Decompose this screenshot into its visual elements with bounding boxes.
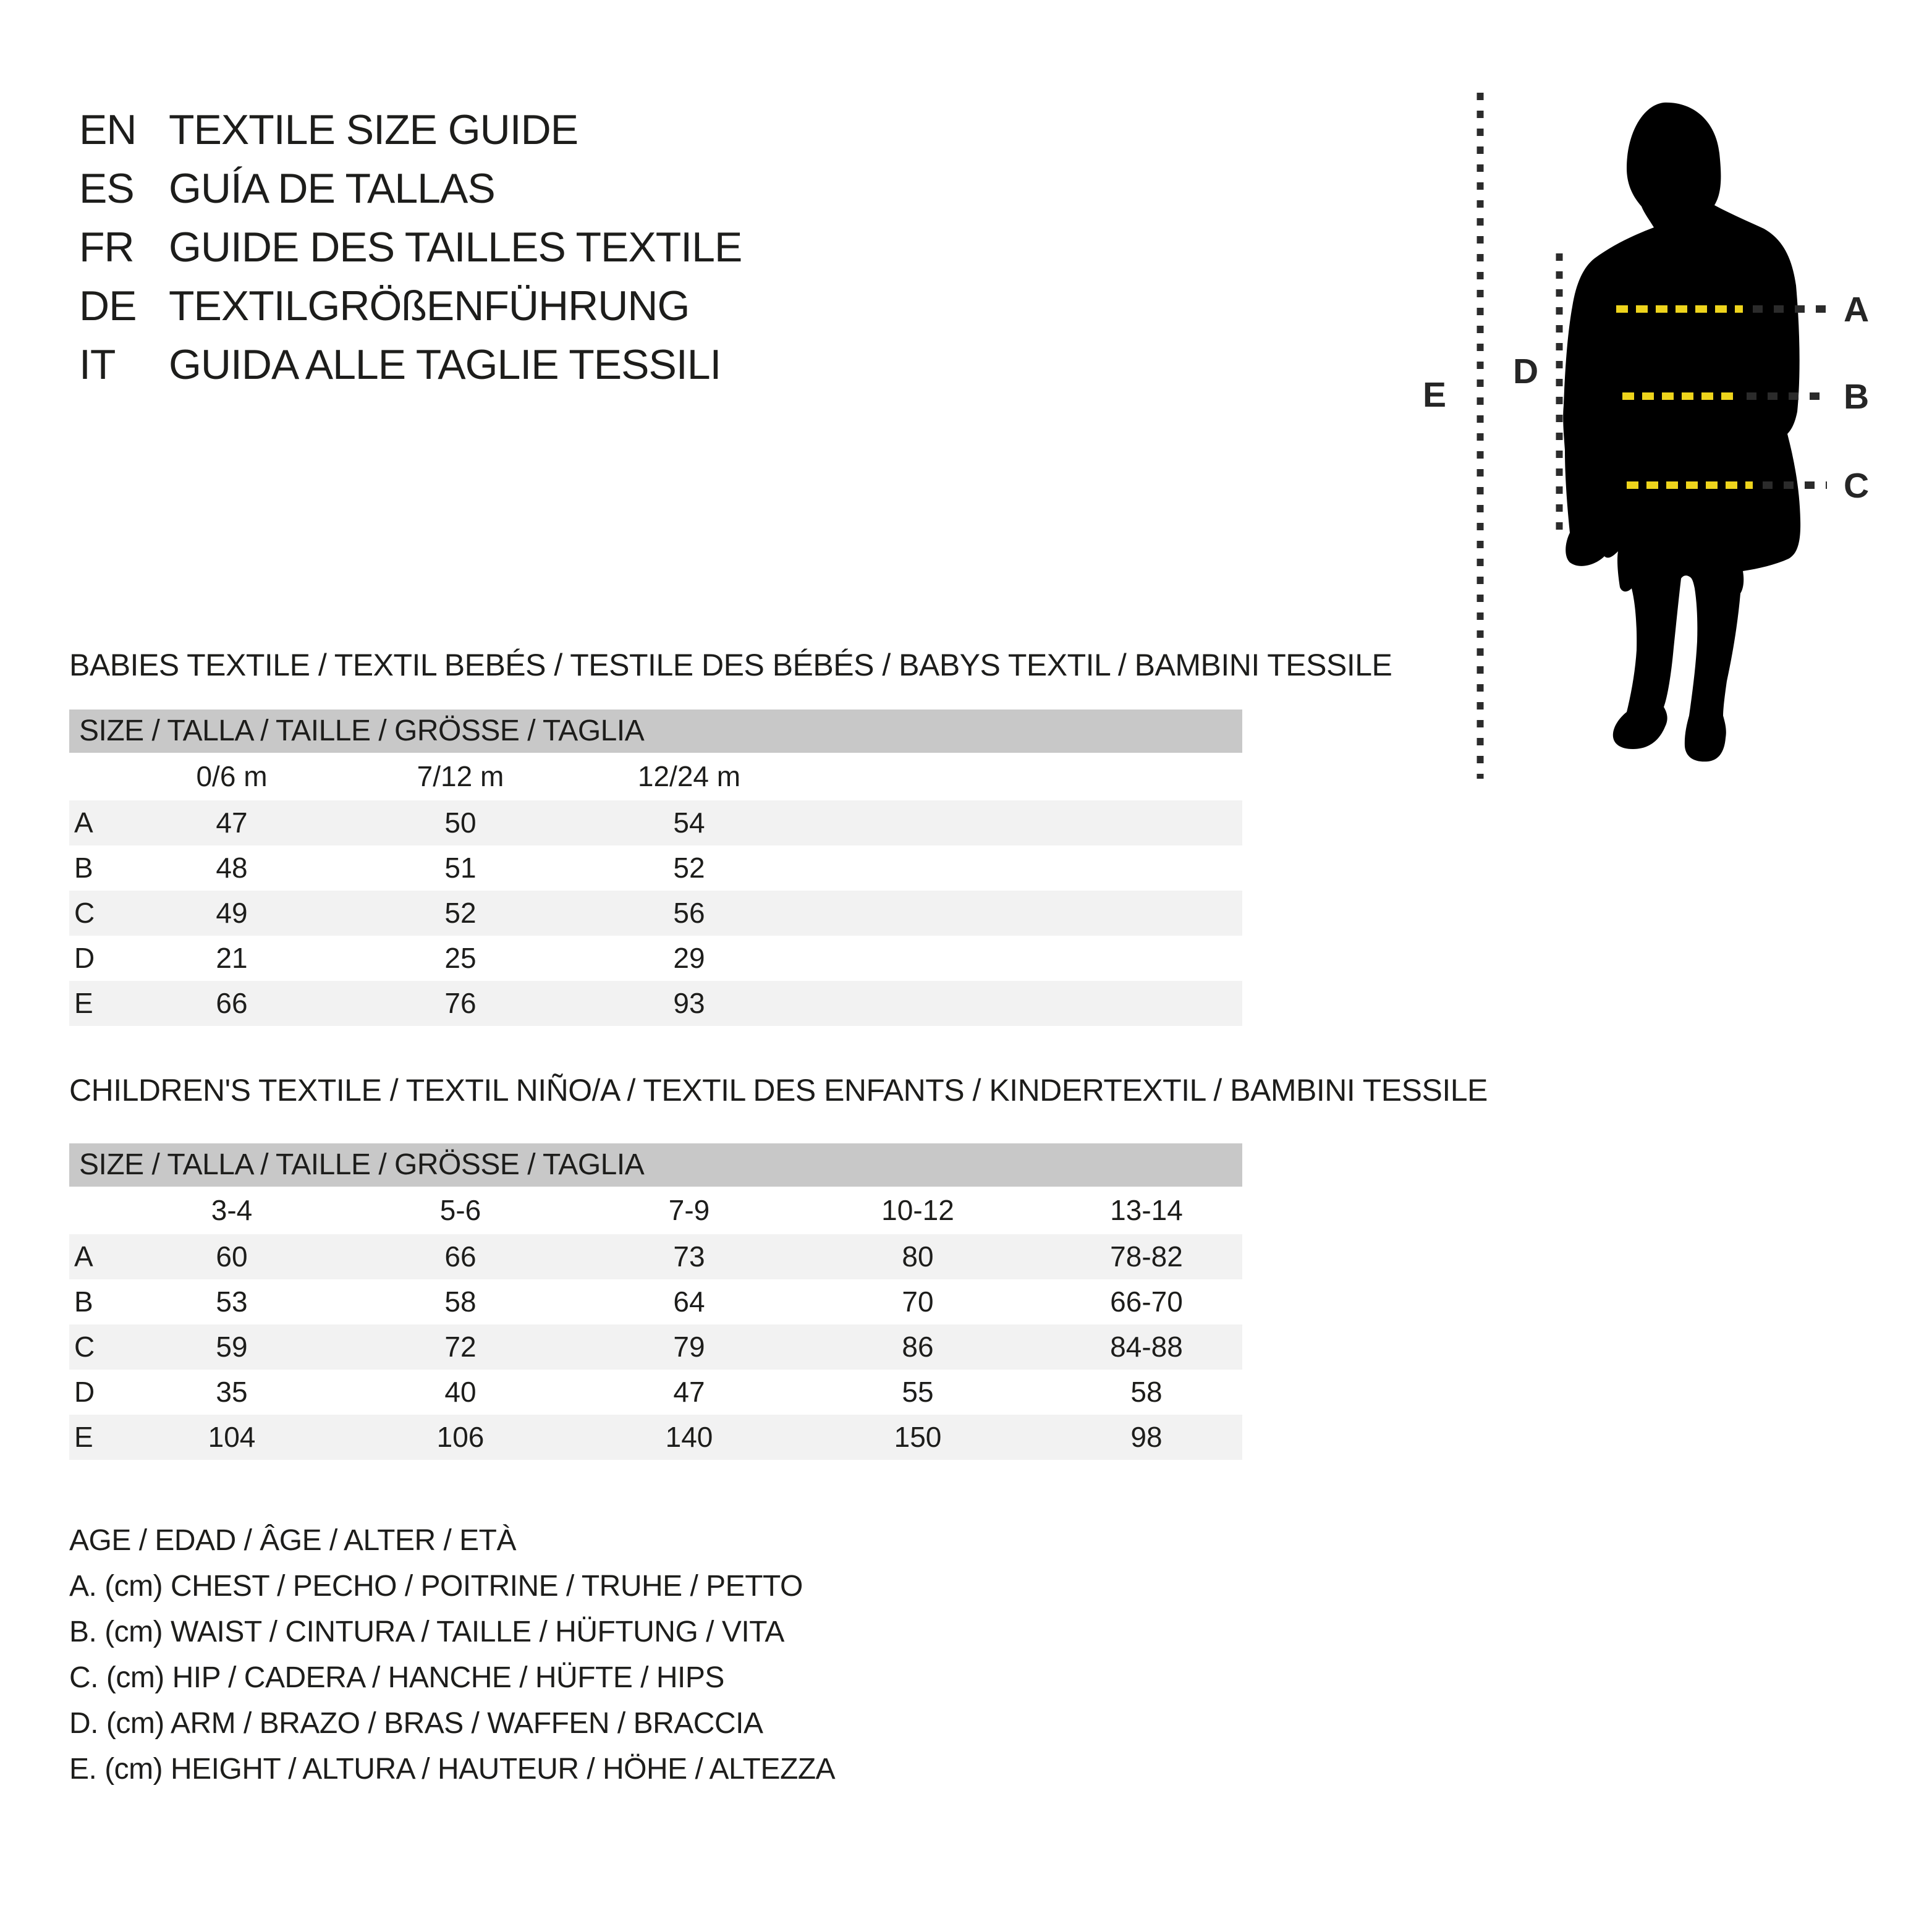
babies-col-7-12m: 7/12 m (417, 760, 504, 792)
lang-title-es: GUÍA DE TALLAS (169, 165, 495, 212)
cell: 86 (902, 1331, 934, 1363)
cell: 98 (1130, 1421, 1163, 1453)
cell: 51 (444, 852, 477, 884)
row-label: A (74, 807, 93, 839)
arm-d-label: D (1513, 352, 1539, 391)
cell: 60 (216, 1240, 248, 1273)
children-col-7-9: 7-9 (668, 1194, 710, 1226)
cell: 35 (216, 1376, 248, 1408)
cell: 47 (216, 807, 248, 839)
cell: 58 (444, 1286, 477, 1318)
cell: 104 (208, 1421, 256, 1453)
cell: 66-70 (1110, 1286, 1183, 1318)
lang-code-de: DE (79, 282, 137, 329)
height-e-label: E (1423, 375, 1447, 415)
cell: 49 (216, 897, 248, 929)
hip-c-label: C (1844, 466, 1870, 506)
legend-waist-line: B. (cm) WAIST / CINTURA / TAILLE / HÜFTUNG / VITA (69, 1616, 784, 1648)
cell: 72 (444, 1331, 477, 1363)
cell: 53 (216, 1286, 248, 1318)
table-row (69, 891, 1242, 936)
cell: 29 (673, 942, 705, 974)
lang-title-de: TEXTILGRÖßENFÜHRUNG (169, 282, 690, 329)
cell: 47 (673, 1376, 705, 1408)
cell: 48 (216, 852, 248, 884)
legend-hip-line: C. (cm) HIP / CADERA / HANCHE / HÜFTE / HIPS (69, 1661, 724, 1694)
cell: 140 (665, 1421, 713, 1453)
children-section-title: CHILDREN'S TEXTILE / TEXTIL NIÑO/A / TEXTIL DES ENFANTS / KINDERTEXTIL / BAMBINI TESSILE (69, 1073, 1488, 1108)
cell: 58 (1130, 1376, 1163, 1408)
row-label: A (74, 1240, 93, 1273)
legend-arm-line: D. (cm) ARM / BRAZO / BRAS / WAFFEN / BRACCIA (69, 1707, 763, 1740)
row-label: B (74, 1286, 93, 1318)
cell: 52 (673, 852, 705, 884)
table-row (69, 981, 1242, 1026)
table-row (69, 800, 1242, 845)
legend-height-line: E. (cm) HEIGHT / ALTURA / HAUTEUR / HÖHE / ALTEZZA (69, 1753, 836, 1786)
cell: 66 (216, 987, 248, 1019)
lang-code-fr: FR (79, 224, 134, 271)
cell: 84-88 (1110, 1331, 1183, 1363)
cell: 78-82 (1110, 1240, 1183, 1273)
cell: 59 (216, 1331, 248, 1363)
cell: 52 (444, 897, 477, 929)
table-row (69, 1370, 1242, 1415)
lang-code-es: ES (79, 165, 134, 212)
row-label: C (74, 897, 95, 929)
lang-title-it: GUIDA ALLE TAGLIE TESSILI (169, 341, 721, 388)
row-label: E (74, 1421, 93, 1453)
lang-row-de (79, 277, 742, 336)
measurement-legend (69, 1518, 835, 1792)
row-label: B (74, 852, 93, 884)
cell: 80 (902, 1240, 934, 1273)
table-row (69, 1324, 1242, 1370)
table-row (69, 1415, 1242, 1460)
cell: 79 (673, 1331, 705, 1363)
lang-row-en (79, 101, 742, 159)
cell: 150 (894, 1421, 942, 1453)
cell: 21 (216, 942, 248, 974)
cell: 66 (444, 1240, 477, 1273)
children-col-head-spacer (69, 1187, 117, 1234)
lang-title-fr: GUIDE DES TAILLES TEXTILE (169, 224, 742, 271)
row-label: D (74, 1376, 95, 1408)
lang-row-es (79, 159, 742, 218)
children-size-header-bar: SIZE / TALLA / TAILLE / GRÖSSE / TAGLIA (69, 1143, 1242, 1187)
cell: 76 (444, 987, 477, 1019)
cell: 93 (673, 987, 705, 1019)
lang-code-it: IT (79, 341, 116, 388)
row-label: C (74, 1331, 95, 1363)
cell: 106 (436, 1421, 485, 1453)
row-label: D (74, 942, 95, 974)
table-row (69, 845, 1242, 891)
child-silhouette (1563, 103, 1800, 761)
table-row (69, 936, 1242, 981)
measurement-figure (1409, 62, 1932, 803)
waist-b-label: B (1844, 377, 1870, 417)
table-row (69, 1279, 1242, 1324)
cell: 56 (673, 897, 705, 929)
babies-col-12-24m: 12/24 m (637, 760, 741, 792)
cell: 54 (673, 807, 705, 839)
babies-col-0-6m: 0/6 m (196, 760, 268, 792)
babies-size-header-bar: SIZE / TALLA / TAILLE / GRÖSSE / TAGLIA (69, 710, 1242, 753)
lang-row-it (79, 336, 742, 394)
children-column-header-row (69, 1187, 1242, 1234)
children-size-table (69, 1143, 1242, 1460)
babies-section-title: BABIES TEXTILE / TEXTIL BEBÉS / TESTILE DES BÉBÉS / BABYS TEXTIL / BAMBINI TESSILE (69, 648, 1392, 682)
chest-a-label: A (1844, 290, 1870, 329)
children-col-3-4: 3-4 (211, 1194, 253, 1226)
legend-age-line: AGE / EDAD / ÂGE / ALTER / ETÀ (69, 1524, 516, 1557)
row-label: E (74, 987, 93, 1019)
cell: 64 (673, 1286, 705, 1318)
cell: 25 (444, 942, 477, 974)
lang-code-en: EN (79, 106, 137, 153)
cell: 73 (673, 1240, 705, 1273)
cell: 50 (444, 807, 477, 839)
babies-size-table (69, 710, 1242, 1026)
lang-title-en: TEXTILE SIZE GUIDE (169, 106, 578, 153)
cell: 55 (902, 1376, 934, 1408)
babies-col-head-spacer (69, 753, 117, 800)
lang-row-fr (79, 218, 742, 277)
children-col-5-6: 5-6 (439, 1194, 481, 1226)
cell: 70 (902, 1286, 934, 1318)
language-title-list (79, 101, 742, 394)
children-col-10-12: 10-12 (881, 1194, 954, 1226)
babies-column-header-row (69, 753, 1242, 800)
cell: 40 (444, 1376, 477, 1408)
children-col-13-14: 13-14 (1110, 1194, 1183, 1226)
legend-chest-line: A. (cm) CHEST / PECHO / POITRINE / TRUHE / PETTO (69, 1570, 803, 1603)
table-row (69, 1234, 1242, 1279)
